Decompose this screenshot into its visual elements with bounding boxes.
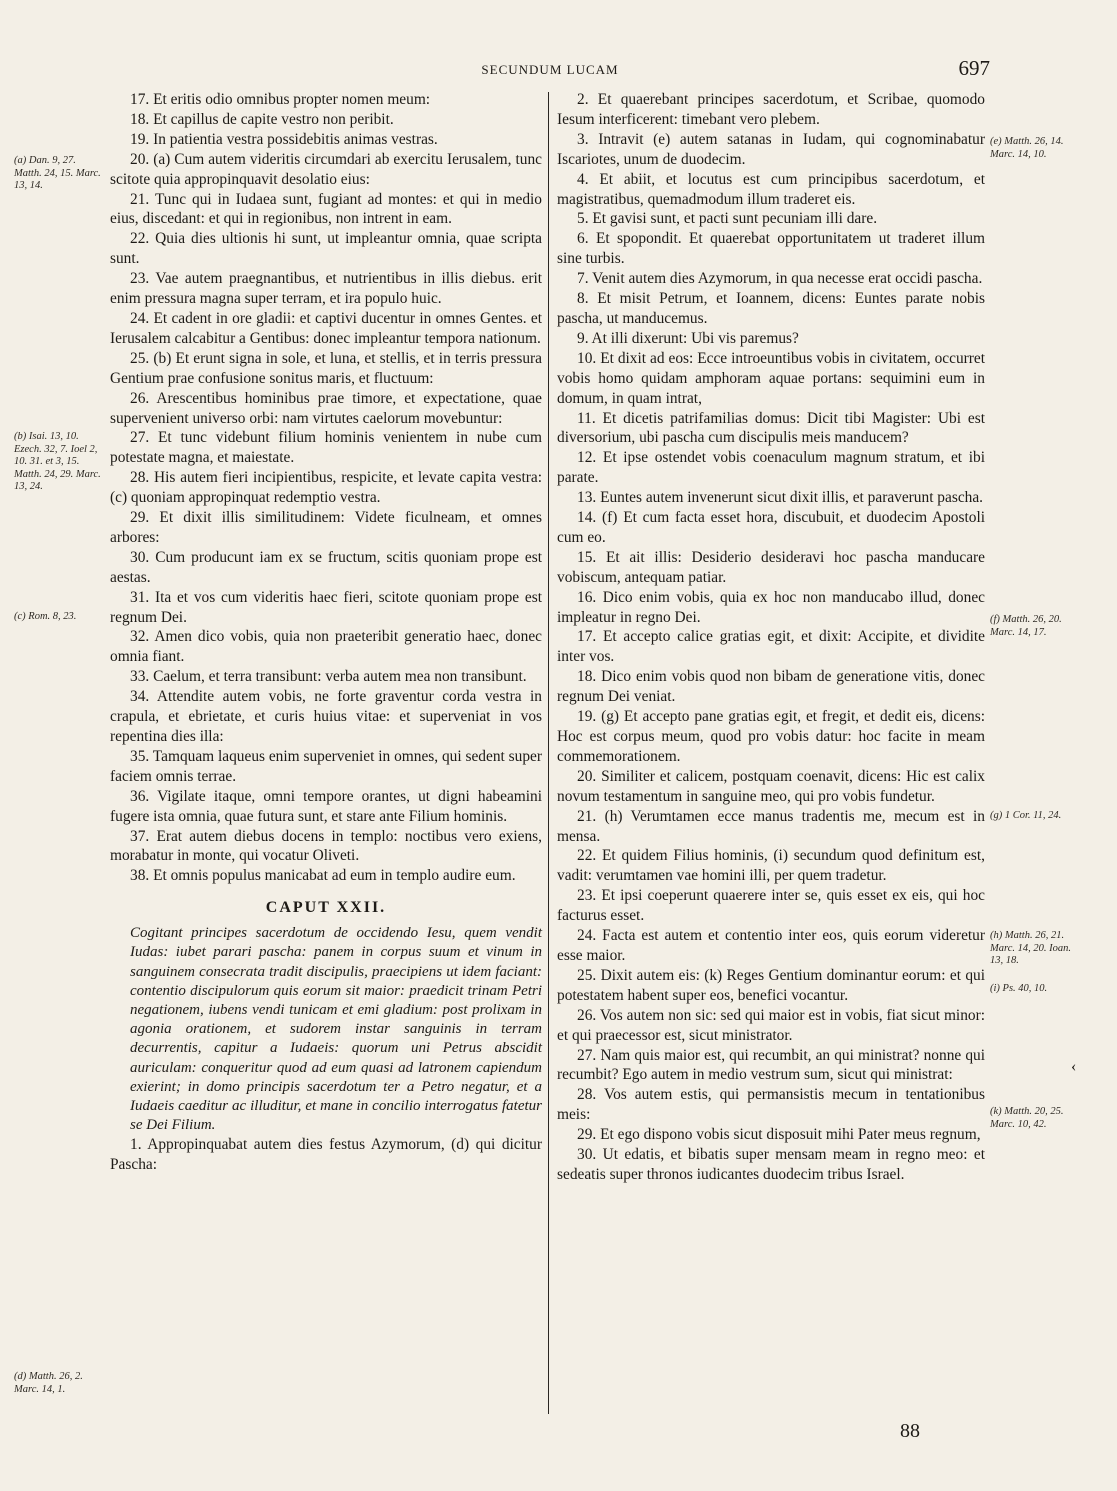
verse: 5. Et gavisi sunt, et pacti sunt pecuniam illi dare. bbox=[577, 210, 878, 228]
verse: 11. Et dicetis patrifamilias domus: Dicit tibi Magister: Ubi est diversorium, ubi pascha cum discipulis meis manducem? bbox=[557, 409, 985, 447]
verse: 30. Ut edatis, et bibatis super mensam meam in regno meo: et sedeatis super thronos iudicantes duodecim tribus Israel. bbox=[557, 1146, 985, 1183]
signature-mark: 88 bbox=[900, 1420, 920, 1442]
verse: 37. Erat autem diebus docens in templo: noctibus vero exiens, morabatur in monte, qui vocatur Oliveti. bbox=[110, 827, 542, 865]
margin-note-c: (c) Rom. 8, 23. bbox=[14, 611, 77, 622]
verse: 16. Dico enim vobis, quia ex hoc non manducabo illud, donec impleatur in regno Dei. bbox=[557, 588, 985, 626]
column-divider bbox=[548, 92, 549, 1414]
verse: 24. Et cadent in ore gladii: et captivi ducentur in omnes Gentes. et Ierusalem calcabitur a Gentibus: donec impleantur tempora nationum. bbox=[110, 309, 542, 347]
verse: 4. Et abiit, et locutus est cum principibus sacerdotum, et magistratibus, quemadmodum illum traderet eis. bbox=[557, 170, 985, 208]
verse: 28. Vos autem estis, qui permansistis mecum in tentationibus meis: bbox=[557, 1086, 985, 1124]
running-header bbox=[110, 56, 990, 84]
right-column bbox=[557, 90, 985, 1185]
chapter-summary: Cogitant principes sacerdotum de occidendo Iesu, quem vendit Iudas: iubet parari pascha: panem in corpus suum et vinum in sanguinem consecrata tradit discipulis, praecipiens ut idem faciant: contentio discipulorum quis eorum sit maior: praedicit trinam Petri negationem, iubens vendi tunicam et emi gladium: post prolixam in agonia orationem, et sudorem instar sanguinis in terram decurrentis, capitur a Iudaeis: quorum uni Petrus abscidit auriculam: conqueritur quod ad eum quasi ad latronem capiendum exierint; in domo principis sacerdotum ter a Petro negatur, et a Iudaeis caeditur ac illuditur, et mane in concilio interrogatus fatetur se Dei Filium. bbox=[130, 925, 542, 1134]
margin-note-k: (k) Matth. 20, 25. Marc. 10, 42. bbox=[990, 1106, 1064, 1130]
verse: 26. Arescentibus hominibus prae timore, et expectatione, quae supervenient universo orbi: nam virtutes caelorum movebuntur: bbox=[110, 389, 542, 427]
verse: 27. Et tunc videbunt filium hominis venientem in nube cum potestate magna, et maiestate. bbox=[110, 429, 542, 467]
verse: 23. Vae autem praegnantibus, et nutrientibus in illis diebus. erit enim pressura magna super terram, et ira populo huic. bbox=[110, 270, 542, 308]
verse: 13. Euntes autem invenerunt sicut dixit illis, et paraverunt pascha. bbox=[577, 489, 984, 507]
verse: 22. Et quidem Filius hominis, (i) secundum quod definitum est, vadit: verumtamen vae homini illi, per quem tradetur. bbox=[557, 847, 985, 885]
verse: 20. Similiter et calicem, postquam coenavit, dicens: Hic est calix novum testamentum in sanguine meo, qui pro vobis fundetur. bbox=[557, 767, 985, 805]
verse: 31. Ita et vos cum videritis haec fieri, scitote quoniam prope est regnum Dei. bbox=[110, 588, 542, 626]
verse: 8. Et misit Petrum, et Ioannem, dicens: Euntes parate nobis pascha, ut manducemus. bbox=[557, 290, 985, 327]
verse: 14. (f) Et cum facta esset hora, discubuit, et duodecim Apostoli cum eo. bbox=[557, 509, 985, 546]
left-column bbox=[110, 90, 542, 1175]
verse: 9. At illi dixerunt: Ubi vis paremus? bbox=[577, 329, 799, 347]
verse: 23. Et ipsi coeperunt quaerere inter se, quis esset ex eis, qui hoc facturus esset. bbox=[557, 887, 985, 925]
verse: 18. Et capillus de capite vestro non peribit. bbox=[130, 110, 394, 128]
chapter-heading: CAPUT XXII. bbox=[265, 899, 387, 917]
verse: 1. Appropinquabat autem dies festus Azymorum, (d) qui dicitur Pascha: bbox=[110, 1136, 542, 1174]
verse: 27. Nam quis maior est, qui recumbit, an qui ministrat? nonne qui recumbit? Ego autem in medio vestrum sum, sicut qui ministrat: bbox=[557, 1046, 985, 1084]
margin-note-e: (e) Matth. 26, 14. Marc. 14, 10. bbox=[990, 136, 1064, 160]
verse: 33. Caelum, et terra transibunt: verba autem mea non transibunt. bbox=[130, 668, 527, 686]
margin-note-f: (f) Matth. 26, 20. Marc. 14, 17. bbox=[990, 614, 1062, 638]
verse: 22. Quia dies ultionis hi sunt, ut impleantur omnia, quae scripta sunt. bbox=[110, 230, 542, 268]
margin-note-d: (d) Matth. 26, 2. Marc. 14, 1. bbox=[14, 1371, 83, 1395]
verse: 19. (g) Et accepto pane gratias egit, et fregit, et dedit eis, dicens: Hoc est corpus meum, quod pro vobis datur: hoc facite in meam commemorationem. bbox=[557, 708, 985, 765]
margin-note-b: (b) Isai. 13, 10. Ezech. 32, 7. Ioel 2, 10. 31. et 3, 15. Matth. 24, 29. Marc. 13, 24. bbox=[14, 431, 101, 492]
page-number: 697 bbox=[958, 56, 990, 80]
margin-note-a: (a) Dan. 9, 27. Matth. 24, 15. Marc. 13, 14. bbox=[14, 155, 101, 191]
verse: 19. In patientia vestra possidebitis animas vestras. bbox=[130, 130, 438, 148]
verse: 7. Venit autem dies Azymorum, in qua necesse erat occidi pascha. bbox=[577, 270, 983, 288]
verse: 34. Attendite autem vobis, ne forte graventur corda vestra in crapula, et ebrietate, et curis huius vitae: et superveniat in vos repentina dies illa: bbox=[110, 688, 542, 745]
verse: 26. Vos autem non sic: sed qui maior est in vobis, fiat sicut minor: et qui praecessor est, sicut ministrator. bbox=[557, 1006, 985, 1044]
running-title: SECUNDUM LUCAM bbox=[481, 62, 619, 77]
verse: 24. Facta est autem et contentio inter eos, quis eorum videretur esse maior. bbox=[557, 927, 985, 964]
verse: 29. Et ego dispono vobis sicut disposuit mihi Pater meus regnum, bbox=[577, 1126, 981, 1144]
margin-note-h: (h) Matth. 26, 21. Marc. 14, 20. Ioan. 13, 18. bbox=[990, 930, 1071, 966]
verse: 20. (a) Cum autem videritis circumdari ab exercitu Ierusalem, tunc scitote quia appropinquavit desolatio eius: bbox=[110, 150, 542, 188]
verse: 21. Tunc qui in Iudaea sunt, fugiant ad montes: et qui in medio eius, discedant: et qui in regionibus, non intrent in eam. bbox=[110, 190, 542, 228]
verse: 36. Vigilate itaque, omni tempore orantes, ut digni habeamini fugere ista omnia, quae futura sunt, et stare ante Filium hominis. bbox=[110, 787, 542, 825]
verse: 18. Dico enim vobis quod non bibam de generatione vitis, donec regnum Dei veniat. bbox=[557, 668, 985, 706]
verse: 17. Et accepto calice gratias egit, et dixit: Accipite, et dividite inter vos. bbox=[557, 628, 985, 666]
margin-mark: ‹ bbox=[1071, 1058, 1077, 1075]
verse: 6. Et spopondit. Et quaerebat opportunitatem ut traderet illum sine turbis. bbox=[557, 230, 985, 268]
verse: 17. Et eritis odio omnibus propter nomen meum: bbox=[130, 91, 431, 108]
margin-note-g: (g) 1 Cor. 11, 24. bbox=[990, 810, 1062, 821]
verse: 21. (h) Verumtamen ecce manus tradentis me, mecum est in mensa. bbox=[557, 807, 985, 845]
verse: 25. (b) Et erunt signa in sole, et luna, et stellis, et in terris pressura Gentium prae confusione sonitus maris, et fluctuum: bbox=[110, 349, 542, 387]
verse: 38. Et omnis populus manicabat ad eum in templo audire eum. bbox=[130, 867, 516, 885]
verse: 29. Et dixit illis similitudinem: Videte ficulneam, et omnes arbores: bbox=[110, 509, 542, 546]
verse: 2. Et quaerebant principes sacerdotum, et Scribae, quomodo Iesum interficerent: timebant vero plebem. bbox=[557, 91, 985, 128]
verse: 3. Intravit (e) autem satanas in Iudam, qui cognominabatur Iscariotes, unum de duodecim. bbox=[557, 130, 985, 168]
verse: 30. Cum producunt iam ex se fructum, scitis quoniam prope est aestas. bbox=[110, 548, 542, 586]
verse: 25. Dixit autem eis: (k) Reges Gentium dominantur eorum: et qui potestatem habent super eos, benefici vocantur. bbox=[557, 966, 985, 1004]
verse: 10. Et dixit ad eos: Ecce introeuntibus vobis in civitatem, occurret vobis homo quidam amphoram aquae portans: sequimini eum in domum, in quam intrat, bbox=[557, 349, 985, 407]
verse: 15. Et ait illis: Desiderio desideravi hoc pascha manducare vobiscum, antequam patiar. bbox=[557, 548, 985, 586]
margin-note-i: (i) Ps. 40, 10. bbox=[990, 983, 1048, 994]
verse: 12. Et ipse ostendet vobis coenaculum magnum stratum, et ibi parate. bbox=[557, 449, 985, 487]
verse: 32. Amen dico vobis, quia non praeteribit generatio haec, donec omnia fiant. bbox=[110, 628, 542, 666]
verse: 35. Tamquam laqueus enim superveniet in omnes, qui sedent super faciem omnis terrae. bbox=[110, 747, 542, 785]
verse: 28. His autem fieri incipientibus, respicite, et levate capita vestra: (c) quoniam appropinquat redemptio vestra. bbox=[110, 469, 542, 507]
